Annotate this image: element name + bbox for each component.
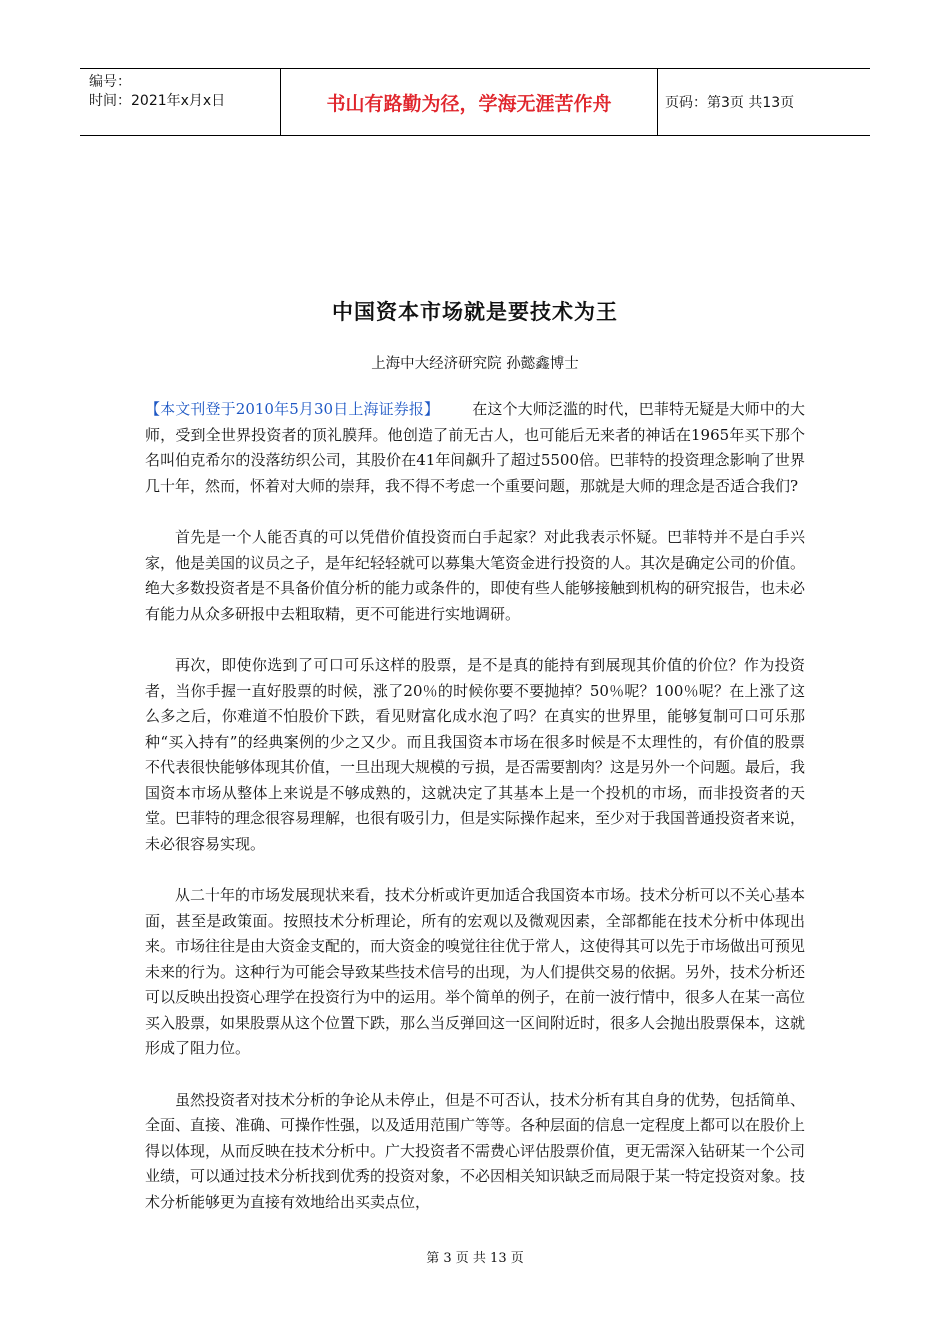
paragraph-1 — [145, 397, 805, 499]
article-title: 中国资本市场就是要技术为王 — [332, 300, 618, 324]
paragraph-3: 再次，即使你选到了可口可乐这样的股票，是不是真的能持有到展现其价值的价位？作为投资者，当你手握一直好股票的时候，涨了20％的时候你要不要抛掉？50％呢？100％呢？在上涨了这么多之后，你难道不怕股价下跌，看见财富化成水泡了吗？在真实的世界里，能够复制可口可乐那种“买入持有”的经典案例的少之又少。而且我国资本市场在很多时候是不太理性的，有价值的股票不代表很快能够体现其价值，一旦出现大规模的亏损，是否需要割肉？这是另外一个问题。最后，我国资本市场从整体上来说是不够成熟的，这就决定了其基本上是一个投机的市场，而非投资者的天堂。巴菲特的理念很容易理解，也很有吸引力，但是实际操作起来，至少对于我国普通投资者来说，未必很容易实现。 — [145, 656, 806, 853]
article-author: 上海中大经济研究院 孙懿鑫博士 — [371, 356, 579, 372]
header-time-label: 时间：2021年x月x日 — [89, 93, 226, 109]
header-meta — [80, 69, 281, 135]
header-page-label: 页码：第3页 共13页 — [665, 95, 795, 111]
header-motto: 书山有路勤为径，学海无涯苦作舟 — [281, 69, 658, 135]
paragraph-1-text: 在这个大师泛滥的时代，巴菲特无疑是大师中的大师，受到全世界投资者的顶礼膜拜。他创造了前无古人，也可能后无来者的神话在1965年买下那个名叫伯克希尔的没落纺织公司，其股价在41年间飙升了超过5500倍。巴菲特的投资理念影响了世界几十年，然而，怀着对大师的崇拜，我不得不考虑一个重要问题，那就是大师的理念是否适合我们? — [145, 400, 805, 495]
paragraph-4: 从二十年的市场发展现状来看，技术分析或许更加适合我国资本市场。技术分析可以不关心基本面，甚至是政策面。按照技术分析理论，所有的宏观以及微观因素，全部都能在技术分析中体现出来。市场往往是由大资金支配的，而大资金的嗅觉往往优于常人，这使得其可以先于市场做出可预见未来的行为。这种行为可能会导致某些技术信号的出现，为人们提供交易的依据。另外，技术分析还可以反映出投资心理学在投资行为中的运用。举个简单的例子，在前一波行情中，很多人在某一高位买入股票，如果股票从这个位置下跌，那么当反弹回这一区间附近时，很多人会抛出股票保本，这就形成了阻力位。 — [145, 886, 806, 1057]
paragraph-5: 虽然投资者对技术分析的争论从未停止，但是不可否认，技术分析有其自身的优势，包括简单、全面、直接、准确、可操作性强，以及适用范围广等等。各种层面的信息一定程度上都可以在股价上得以体现，从而反映在技术分析中。广大投资者不需费心评估股票价值，更无需深入钻研某一个公司业绩，可以通过技术分析找到优秀的投资对象，不必因相关知识缺乏而局限于某一特定投资对象。技术分析能够更为直接有效地给出买卖点位， — [145, 1090, 806, 1211]
article-body — [145, 397, 805, 1241]
page-header — [80, 68, 870, 136]
paragraph-2: 首先是一个人能否真的可以凭借价值投资而白手起家？对此我表示怀疑。巴菲特并不是白手兴家，他是美国的议员之子，是年纪轻轻就可以募集大笔资金进行投资的人。其次是确定公司的价值。绝大多数投资者是不具备价值分析的能力或条件的，即使有些人能够接触到机构的研究报告，也未必有能力从众多研报中去粗取精，更不可能进行实地调研。 — [145, 528, 806, 623]
page-footer: 第 3 页 共 13 页 — [426, 1251, 524, 1266]
header-number-label: 编号： — [89, 74, 131, 90]
source-note: 【本文刊登于2010年5月30日上海证券报】 — [145, 400, 440, 418]
